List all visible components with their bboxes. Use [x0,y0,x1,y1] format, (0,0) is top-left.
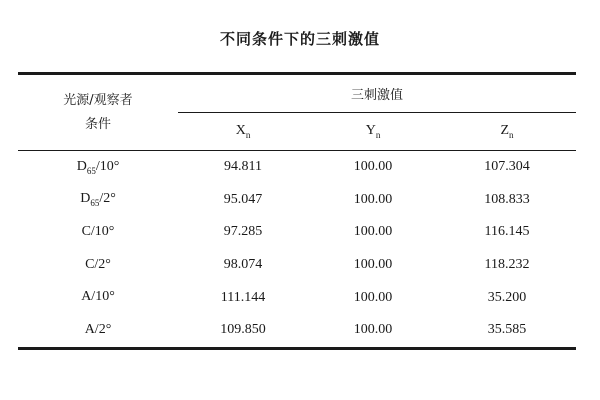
table-title: 不同条件下的三刺激值 [219,30,380,48]
z-value-cell: 108.833 [484,191,530,207]
x-value-cell: 94.811 [224,159,262,175]
x-value-cell: 95.047 [223,191,263,207]
condition-cell: C/10° [81,224,115,240]
z-value-cell: 118.232 [484,257,530,273]
y-value-cell: 100.00 [353,224,393,240]
y-value-cell: 100.00 [353,159,393,175]
table-row [18,151,576,184]
z-value-cell: 116.145 [484,224,530,240]
condition-header [18,74,178,151]
column-header-z: $Z_n$ [438,113,576,151]
tristimulus-table [18,72,576,350]
table-row [18,249,576,282]
y-value-cell: 100.00 [353,289,393,305]
condition-header-line1: 光源/观察者 [63,92,133,108]
z-value-cell: 107.304 [484,159,530,175]
y-value-cell: 100.00 [353,257,393,273]
tristimulus-table-container [18,72,576,350]
x-value-cell: 98.074 [223,257,263,273]
column-header-x: $X_n$ [178,113,308,151]
z-value-cell: 35.200 [487,289,527,305]
x-value-cell: 109.850 [178,314,308,348]
condition-cell: A/10° [81,289,115,305]
table-row [18,216,576,249]
table-row [18,314,576,348]
condition-cell: A/2° [18,314,178,348]
table-row [18,184,576,217]
condition-cell: $D_{65}/2^\circ$ [80,191,116,209]
column-header-y: $Y_n$ [308,113,438,151]
x-value-cell: 97.285 [223,224,263,240]
condition-cell: $D_{65}/10^\circ$ [76,158,120,176]
y-value-cell: 100.00 [353,191,393,207]
condition-header-line2: 条件 [84,116,111,132]
tristimulus-group-header: 三刺激值 [178,74,576,113]
table-row [18,281,576,314]
x-value-cell: 111.144 [220,289,266,305]
y-value-cell: 100.00 [308,314,438,348]
header-row-group [18,74,576,113]
condition-cell: C/2° [85,256,111,272]
z-value-cell: 35.585 [438,314,576,348]
